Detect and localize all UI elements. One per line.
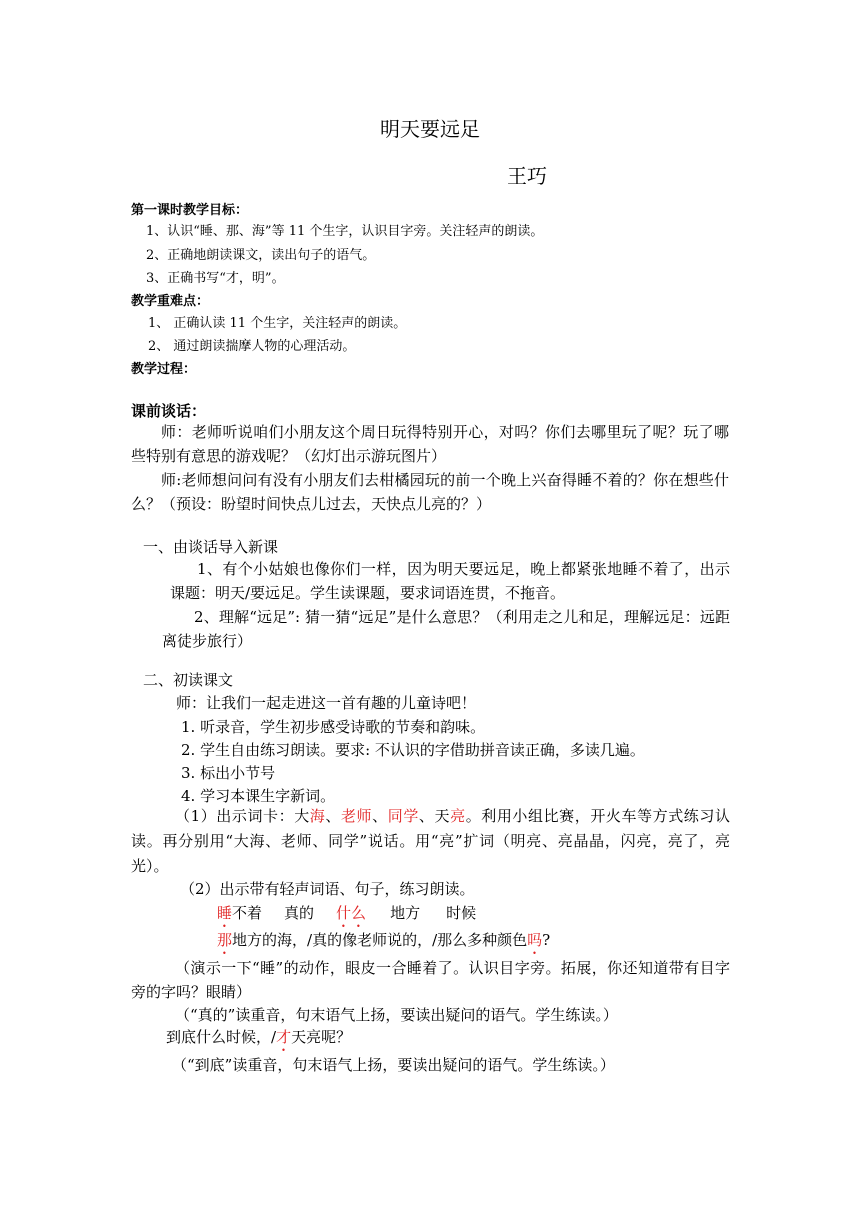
process-heading: 教学过程： [131,362,197,377]
keypoint-item: 1、 正确认读 11 个生字，关注轻声的朗读。 [148,316,407,331]
step-item: 3. 标出小节号 [181,764,276,782]
word-card-separator: 、 [418,807,435,825]
section-heading: 二、初读课文 [143,671,234,689]
light-tone-word-line [217,902,476,931]
word-card-text: 大 [294,807,310,825]
word-card-prefix: （1）出示词卡： [175,807,295,825]
word-card-paragraph [131,804,730,879]
author-name: 王巧 [507,164,547,188]
emphasis-char: 那 [217,931,233,949]
word-card-highlight: 亮 [450,807,466,825]
reading-note: （“真的”读重音，句末语气上扬，要读出疑问的语气。学生练读。） [175,1006,618,1024]
section-intro: 师：让我们一起走进这一首有趣的儿童诗吧！ [176,694,477,712]
sentence-text: 地方的海，/真的像老师说的，/那么多种颜色 [232,931,528,949]
demo-paragraph: （演示一下“睡”的动作，眼皮一合睡着了。认识目字旁。拓展，你还知道带有目字旁的字吗？眼睛） [131,959,730,1001]
document-title: 明天要远足 [380,117,480,141]
goal-item: 1、认识“睡、那、海”等 11 个生字，认识目字旁。关注轻声的朗读。 [146,224,544,239]
goals-heading: 第一课时教学目标： [131,203,249,218]
light-tone-word: 时候 [446,904,477,922]
goal-item: 2、正确地朗读课文，读出句子的语气。 [146,248,376,263]
section-paragraph: 1、有个小姑娘也像你们一样，因为明天要远足，晚上都紧张地睡不着了，出示课题：明天/要远足。学生读课题，要求词语连贯，不拖音。 [170,560,730,602]
light-tone-word: 地方 [390,904,421,922]
word-card-rest: 。利用小组比赛，开火车等方式练习认读。再分别用“大海、老师、同学”说话。用“亮”扩词（明亮、亮晶晶，闪亮，亮了，亮光）。 [131,807,730,875]
step-item: 1. 听录音，学生初步感受诗歌的节奏和韵味。 [181,718,486,736]
step-item: 4. 学习本课生字新词。 [181,787,336,805]
word-card-highlight: 海 [309,807,326,825]
question-sentence [166,1026,351,1055]
light-tone-sentence [217,929,550,958]
pre-talk-paragraph: 师:老师想问问有没有小朋友们去柑橘园玩的前一个晚上兴奋得睡不着的？你在想些什么？（预设：盼望时间快点儿过去，天快点儿亮的？） [131,471,729,513]
reading-note: （“到底”读重音，句末语气上扬，要读出疑问的语气。学生练读。） [172,1056,615,1074]
step-item: 2. 学生自由练习朗读。要求: 不认识的字借助拼音读正确，多读几遍。 [181,741,645,759]
emphasis-word: 什么 [336,904,367,922]
goal-item: 3、正确书写“才，明”。 [146,271,285,286]
keypoints-heading: 教学重难点： [131,294,210,309]
sentence-text: 到底什么时候，/ [166,1028,277,1046]
keypoint-item: 2、 通过朗读揣摩人物的心理活动。 [148,339,356,354]
section-paragraph: 2、理解“远足”: 猜一猜“远足”是什么意思？（利用走之儿和足，理解远足：远距离徒步旅行） [162,608,730,650]
word-card-highlight: 老师 [340,807,373,825]
light-tone-word: 不着 [232,904,263,922]
light-tone-word: 真的 [284,904,315,922]
section-heading: 一、由谈话导入新课 [143,538,279,556]
word-card-separator: 、 [372,807,388,825]
sentence-text: 天亮呢？ [291,1028,352,1046]
pre-talk-paragraph: 师：老师听说咱们小朋友这个周日玩得特别开心，对吗？你们去哪里玩了呢？玩了哪些特别有意思的游戏呢？（幻灯出示游玩图片） [131,423,729,465]
word-card-highlight: 同学 [387,807,419,825]
pre-talk-heading: 课前谈话： [131,402,207,420]
light-tone-heading: （2）出示带有轻声词语、句子，练习朗读。 [180,880,475,898]
sentence-text: ? [542,931,551,949]
emphasis-char: 才 [276,1028,292,1046]
emphasis-char: 睡 [217,904,233,922]
word-card-separator: 、 [325,807,341,825]
emphasis-char: 吗 [527,931,543,949]
word-card-text: 天 [434,807,451,825]
